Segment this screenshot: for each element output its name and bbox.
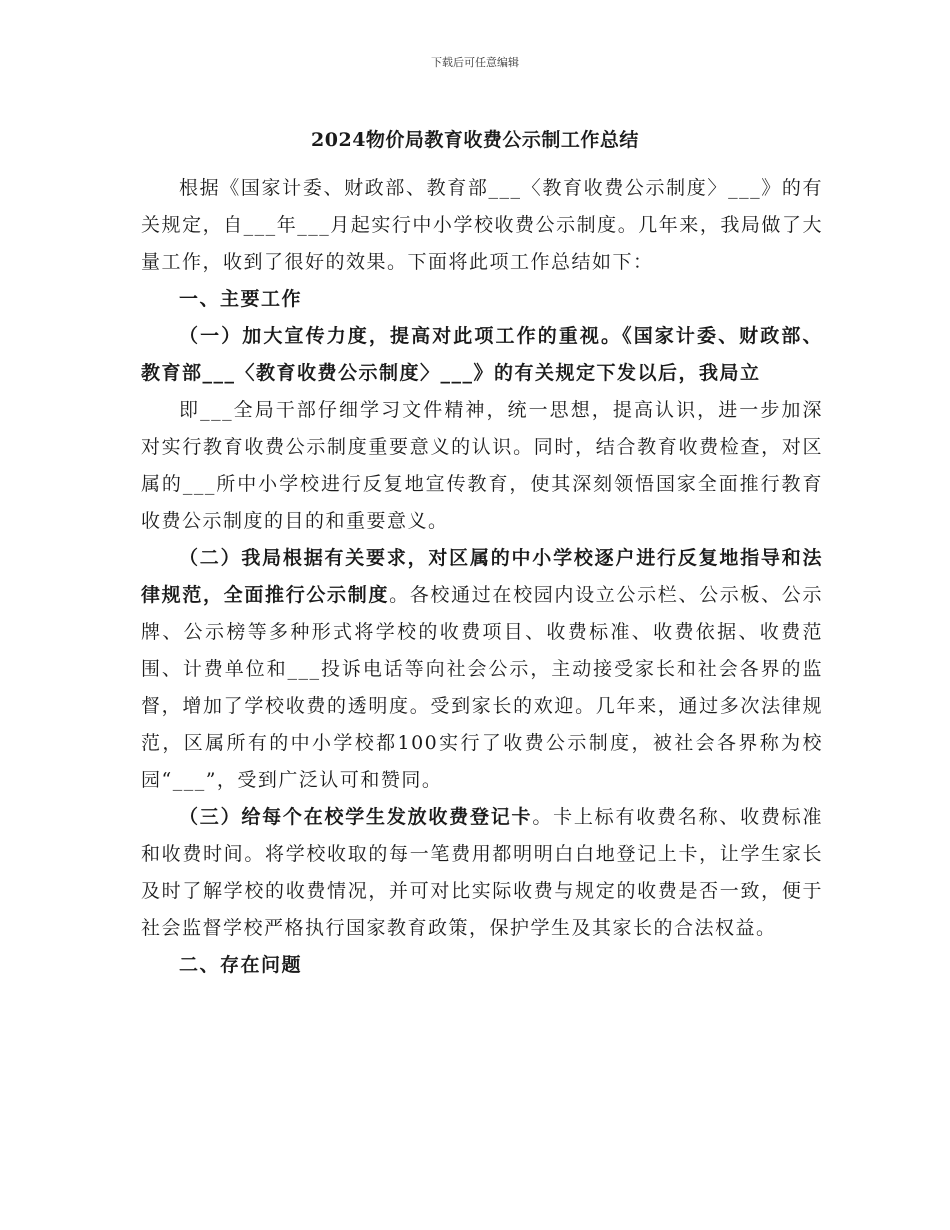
- section-heading-main-work: 一、主要工作: [179, 288, 303, 310]
- item-2-paragraph: [141, 540, 823, 799]
- item-2-heading: （二）我局根据有关要求，对区属的中小学校逐户进行反复地指导和法律规范，全面推行公示制度: [141, 547, 823, 606]
- item-3-heading: （三）给每个在校学生发放收费登记卡: [179, 806, 533, 828]
- item-3-body: 。卡上标有收费名称、收费标准和收费时间。将学校收取的每一笔费用都明明白白地登记上卡，让学生家长及时了解学校的收费情况，并可对比实际收费与规定的收费是否一致，便于社会监督学校严格执行国家教育政策，保护学生及其家长的合法权益。: [141, 806, 823, 939]
- item-3-paragraph: [141, 799, 823, 947]
- header-note: 下载后可任意编辑: [431, 56, 519, 69]
- item-1-body: 即___全局干部仔细学习文件精神，统一思想，提高认识，进一步加深对实行教育收费公示制度重要意义的认识。同时，结合教育收费检查，对区属的___所中小学校进行反复地宣传教育，使其深刻领悟国家全面推行教育收费公示制度的目的和重要意义。: [141, 399, 823, 532]
- item-1-heading: （一）加大宣传力度，提高对此项工作的重视。《国家计委、财政部、教育部___〈教育收费公示制度〉___》的有关规定下发以后，我局立: [141, 325, 823, 384]
- intro-paragraph: 根据《国家计委、财政部、教育部___〈教育收费公示制度〉___》的有关规定，自___年___月起实行中小学校收费公示制度。几年来，我局做了大量工作，收到了很好的效果。下面将此项工作总结如下：: [141, 177, 823, 273]
- document-body: [141, 170, 823, 984]
- section-heading-problems: 二、存在问题: [179, 954, 303, 976]
- document-title: 2024物价局教育收费公示制工作总结: [311, 129, 639, 151]
- item-2-body: 。各校通过在校园内设立公示栏、公示板、公示牌、公示榜等多种形式将学校的收费项目、收费标准、收费依据、收费范围、计费单位和___投诉电话等向社会公示，主动接受家长和社会各界的监督，增加了学校收费的透明度。受到家长的欢迎。几年来，通过多次法律规范，区属所有的中小学校都100实行了收费公示制度，被社会各界称为校园“___”，受到广泛认可和赞同。: [141, 584, 823, 791]
